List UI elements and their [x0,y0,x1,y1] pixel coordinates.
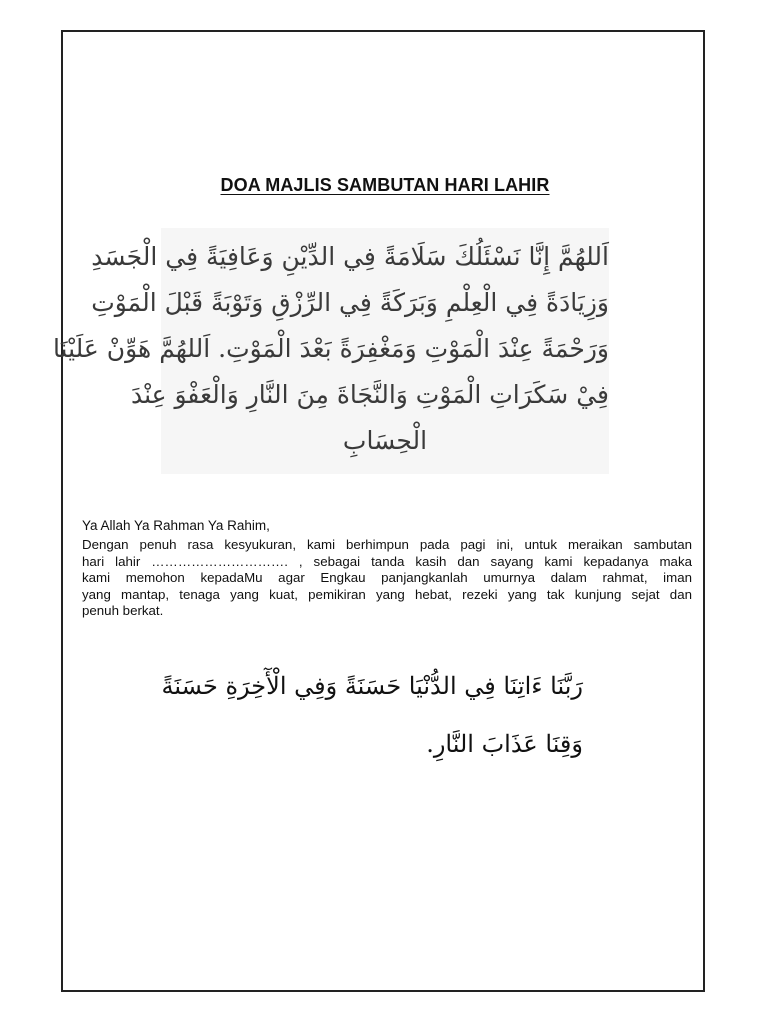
paragraph-line: kami memohon kepadaMu agar Engkau panjangkanlah umurnya dalam rahmat, iman [82,570,692,585]
paragraph-line: penuh berkat. [82,603,164,618]
arabic-prayer-block [52,228,609,474]
closing-arabic-line: رَبَّنَا ءَاتِنَا فِي الدُّنْيَا حَسَنَةً وَفِي الْأٓخِرَةِ حَسَنَةً [161,672,583,700]
arabic-prayer-line: وَرَحْمَةً عِنْدَ الْمَوْتِ وَمَغْفِرَةً بَعْدَ الْمَوْتِ. اَللهُمَّ هَوِّنْ عَلَيْنَا [52,334,609,363]
closing-arabic-line: وَقِنَا عَذَابَ النَّارِ. [426,730,583,758]
paragraph-line: Dengan penuh rasa kesyukuran, kami berhimpun pada pagi ini, untuk meraikan sambutan [82,537,692,552]
arabic-prayer-line: اَللهُمَّ إِنَّا نَسْئَلُكَ سَلَامَةً فِي الدِّيْنِ وَعَافِيَةً فِي الْجَسَدِ [91,242,609,271]
document-page [52,30,705,992]
paragraph-line: hari lahir …………………………. , sebagai tanda kasih dan sayang kami kepadanya maka [82,553,692,569]
arabic-prayer-line: الْحِسَابِ [342,426,428,455]
arabic-prayer-line: وَزِيَادَةً فِي الْعِلْمِ وَبَرَكَةً فِي الرِّزْقِ وَتَوْبَةً قَبْلَ الْمَوْتِ [91,288,609,317]
arabic-prayer-line: فِيْ سَكَرَاتِ الْمَوْتِ وَالنَّجَاةَ مِنَ النَّارِ وَالْعَفْوَ عِنْدَ [130,380,609,409]
prayer-paragraph [82,537,692,620]
greeting-line: Ya Allah Ya Rahman Ya Rahim, [82,518,270,533]
document-title: DOA MAJLIS SAMBUTAN HARI LAHIR [220,175,550,195]
paragraph-line: yang mantap, tenaga yang kuat, pemikiran yang hebat, rezeki yang tak kunjung sejat dan [82,586,692,602]
